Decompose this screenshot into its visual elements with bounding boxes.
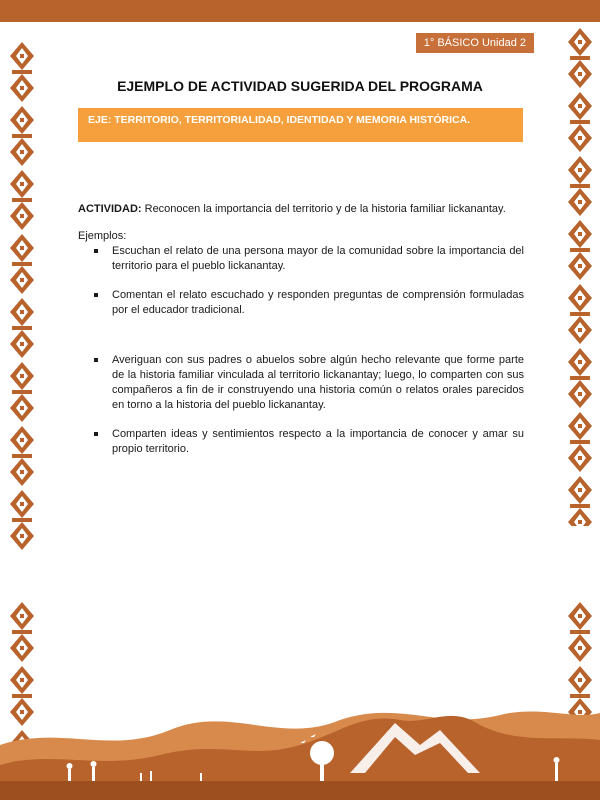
list-item-text: Comparten ideas y sentimientos respecto a la importancia de conocer y amar su propio territorio. [112, 428, 524, 455]
list-item-text: Averiguan con sus padres o abuelos sobre algún hecho relevante que forme parte de la historia familiar vinculada al territorio lickanantay; luego, lo comparten con sus compañeros a fin de ir construyendo una historia común o relatos orales parecidos en torno a la historia del pueblo lickanantay. [112, 354, 524, 411]
bullet-icon [94, 432, 98, 436]
activity-statement [78, 202, 524, 216]
right-border-ornament [566, 26, 594, 526]
list-item [112, 244, 524, 274]
list-item-text: Escuchan el relato de una persona mayor de la comunidad sobre la importancia del territorio para el pueblo lickanantay. [112, 245, 524, 272]
bullet-icon [94, 293, 98, 297]
unit-badge: 1° BÁSICO Unidad 2 [416, 33, 534, 53]
bullet-icon [94, 358, 98, 362]
list-item [112, 427, 524, 457]
page-title: EJEMPLO DE ACTIVIDAD SUGERIDA DEL PROGRAMA [117, 78, 483, 94]
left-border-ornament [8, 40, 36, 550]
activity-text: Reconocen la importancia del territorio y de la historia familiar lickanantay. [141, 203, 506, 215]
list-item [112, 353, 524, 413]
footer-landscape-illustration [0, 685, 600, 800]
list-item [112, 288, 524, 318]
bullet-icon [94, 249, 98, 253]
header-band [0, 0, 600, 22]
list-item-text: Comentan el relato escuchado y responden preguntas de comprensión formuladas por el educador tradicional. [112, 289, 524, 316]
examples-label: Ejemplos: [78, 230, 127, 242]
activity-label: ACTIVIDAD: [78, 203, 142, 215]
eje-banner: EJE: TERRITORIO, TERRITORIALIDAD, IDENTIDAD Y MEMORIA HISTÓRICA. [78, 108, 523, 142]
